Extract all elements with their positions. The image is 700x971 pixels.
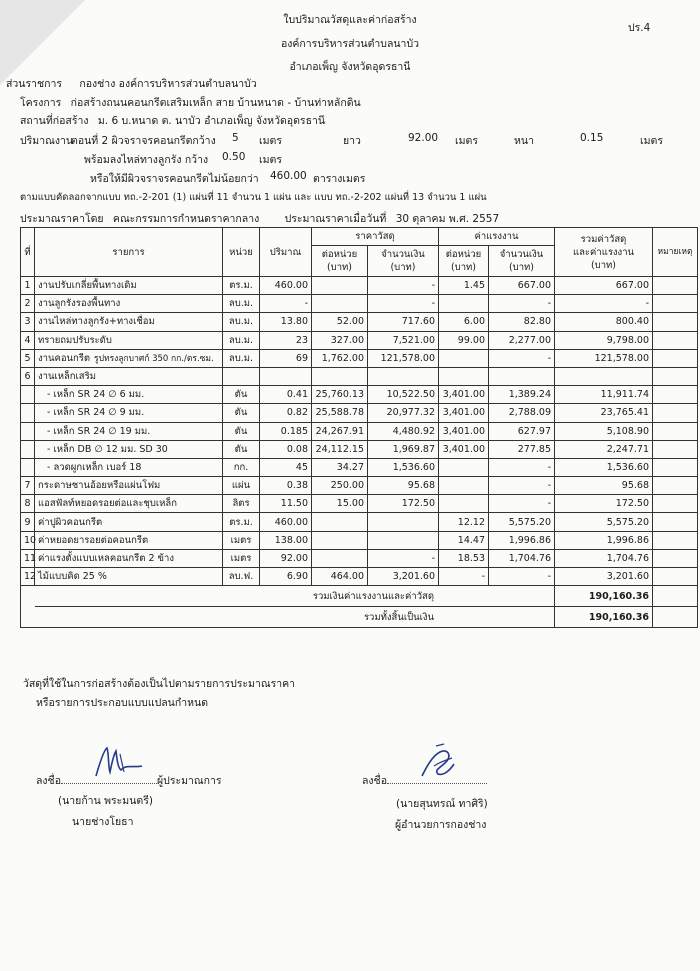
header-item: รายการ xyxy=(35,228,223,277)
row-remark xyxy=(653,313,698,331)
item-unit: ลบ.ม. xyxy=(223,349,260,367)
material-unit-price: 327.00 xyxy=(312,331,368,349)
item-description: แอสฟัลท์หยอดรอยต่อและชุบเหล็ก xyxy=(35,495,223,513)
item-quantity: 460.00 xyxy=(260,277,312,295)
item-unit: ลบ.ม. xyxy=(223,331,260,349)
sum-label: รวมเงินค่าแรงงานและค่าวัสดุ xyxy=(35,586,555,607)
estimator-label: ประมาณราคาโดย xyxy=(20,213,104,225)
header-labor-unit xyxy=(439,246,489,277)
labor-amount: 2,277.00 xyxy=(489,331,555,349)
material-amount: 1,969.87 xyxy=(368,440,439,458)
boq-body xyxy=(21,277,698,586)
item-unit: ตัน xyxy=(223,440,260,458)
material-amount: 7,521.00 xyxy=(368,331,439,349)
row-remark xyxy=(653,404,698,422)
material-unit-price xyxy=(312,531,368,549)
site-label: สถานที่ก่อสร้าง xyxy=(20,115,89,127)
row-total: 9,798.00 xyxy=(555,331,653,349)
header-total-line1: รวมค่าวัสดุ xyxy=(580,233,627,245)
left-sign-label: ลงชื่อ xyxy=(36,775,61,787)
table-row xyxy=(21,477,698,495)
row-total: 1,704.76 xyxy=(555,549,653,567)
row-total: 800.40 xyxy=(555,313,653,331)
labor-unit-price xyxy=(439,295,489,313)
row-number xyxy=(21,422,35,440)
row-remark xyxy=(653,331,698,349)
sum-row xyxy=(21,586,698,607)
row-number: 8 xyxy=(21,495,35,513)
labor-unit-price: 14.47 xyxy=(439,531,489,549)
baht-label: (บาท) xyxy=(390,262,416,273)
form-number: ปร.4 xyxy=(628,22,651,34)
material-unit-price: 25,760.13 xyxy=(312,386,368,404)
material-unit-price: 1,762.00 xyxy=(312,349,368,367)
item-quantity xyxy=(260,367,312,385)
header-material-amount xyxy=(368,246,439,277)
labor-unit-price: 1.45 xyxy=(439,277,489,295)
material-unit-price xyxy=(312,513,368,531)
item-description: ค่าแรงตั้งแบบเหลคอนกรีต 2 ข้าง xyxy=(35,549,223,567)
labor-unit-price: 3,401.00 xyxy=(439,404,489,422)
item-description: ค่าปูผิวคอนกรีต xyxy=(35,513,223,531)
row-total: 1,996.86 xyxy=(555,531,653,549)
material-amount: 10,522.50 xyxy=(368,386,439,404)
material-unit-price: 24,112.15 xyxy=(312,440,368,458)
header-total-unit: (บาท) xyxy=(590,259,617,271)
item-unit: กก. xyxy=(223,458,260,476)
item-unit: ลบ.ม. xyxy=(223,295,260,313)
design-reference: ตามแบบคัดลอกจากแบบ ทถ.-2-201 (1) แผ่นที่ 11 จำนวน 1 แผ่น และ แบบ ทถ.-2-202 แผ่นที่ 13 จำนวน 1 แผ่น xyxy=(20,192,487,203)
item-quantity: 138.00 xyxy=(260,531,312,549)
header-total-line2: และค่าแรงงาน xyxy=(572,246,635,258)
row-remark xyxy=(653,568,698,586)
per-unit-label: ต่อหน่วย xyxy=(445,249,482,260)
material-unit-price: 24,267.91 xyxy=(312,422,368,440)
row-number xyxy=(21,386,35,404)
labor-unit-price: 6.00 xyxy=(439,313,489,331)
road-length: 92.00 xyxy=(408,132,439,144)
header-material: ราคาวัสดุ xyxy=(312,228,439,246)
road-width: 5 xyxy=(232,132,239,144)
labor-amount: - xyxy=(489,295,555,313)
item-quantity: 6.90 xyxy=(260,568,312,586)
qty-text: ตอนที่ 2 ผิวจราจรคอนกรีตกว้าง xyxy=(71,135,216,147)
item-description: ค่าหยอดยารอยต่อคอนกรีต xyxy=(35,531,223,549)
item-unit: ลบ.ม. xyxy=(223,313,260,331)
item-description: - ลวดผูกเหล็ก เบอร์ 18 xyxy=(35,458,223,476)
row-remark xyxy=(653,277,698,295)
table-row xyxy=(21,531,698,549)
table-row xyxy=(21,331,698,349)
material-unit-price: 34.27 xyxy=(312,458,368,476)
table-row xyxy=(21,367,698,385)
header-labor: ค่าแรงงาน xyxy=(439,228,555,246)
item-description: ไม้แบบคิด 25 % xyxy=(35,568,223,586)
item-description: - เหล็ก SR 24 ∅ 19 มม. xyxy=(35,422,223,440)
header-material-unit xyxy=(312,246,368,277)
amount-label: จำนวนเงิน xyxy=(499,249,544,260)
material-amount: - xyxy=(368,549,439,567)
row-number: 2 xyxy=(21,295,35,313)
row-number: 10 xyxy=(21,531,35,549)
left-signature-mark xyxy=(90,742,160,784)
row-number: 1 xyxy=(21,277,35,295)
road-thickness: 0.15 xyxy=(580,132,604,144)
item-description-text: งานคอนกรีต xyxy=(38,352,91,364)
boq-table xyxy=(20,227,698,628)
item-unit: เมตร xyxy=(223,549,260,567)
item-description: ทรายถมปรับระดับ xyxy=(35,331,223,349)
material-amount: 20,977.32 xyxy=(368,404,439,422)
labor-unit-price: - xyxy=(439,568,489,586)
item-unit: ลบ.ฟ. xyxy=(223,568,260,586)
item-description: - เหล็ก SR 24 ∅ 6 มม. xyxy=(35,386,223,404)
material-amount: 95.68 xyxy=(368,477,439,495)
doc-location: อำเภอเพ็ญ จังหวัดอุดรธานี xyxy=(289,61,411,73)
per-unit-label: ต่อหน่วย xyxy=(321,249,358,260)
table-row xyxy=(21,422,698,440)
material-amount: 172.50 xyxy=(368,495,439,513)
header-remark: หมายเหตุ xyxy=(653,228,698,277)
row-number xyxy=(21,404,35,422)
note-line-2: หรือรายการประกอบแบบแปลนกำหนด xyxy=(36,697,209,709)
grand-total-label: รวมทั้งสิ้นเป็นเงิน xyxy=(35,607,555,628)
shoulder-width: 0.50 xyxy=(222,151,246,163)
material-amount: 4,480.92 xyxy=(368,422,439,440)
item-quantity: 13.80 xyxy=(260,313,312,331)
labor-unit-price xyxy=(439,367,489,385)
material-amount: - xyxy=(368,277,439,295)
header-no: ที่ xyxy=(21,228,35,277)
qty-label: ปริมาณงาน xyxy=(20,135,74,147)
item-quantity: 460.00 xyxy=(260,513,312,531)
table-row xyxy=(21,404,698,422)
right-signer-title: ผู้อำนวยการกองช่าง xyxy=(395,819,487,831)
table-row xyxy=(21,549,698,567)
item-quantity: 45 xyxy=(260,458,312,476)
row-remark xyxy=(653,440,698,458)
item-quantity: 23 xyxy=(260,331,312,349)
table-row xyxy=(21,277,698,295)
grand-total-row xyxy=(21,607,698,628)
row-number: 9 xyxy=(21,513,35,531)
project-value: ก่อสร้างถนนคอนกรีตเสริมเหล็ก สาย บ้านหนาด - บ้านท่าหลักดิน xyxy=(70,97,361,109)
doc-org: องค์การบริหารส่วนตำบลนาบัว xyxy=(280,38,420,50)
row-number: 3 xyxy=(21,313,35,331)
row-total: 121,578.00 xyxy=(555,349,653,367)
amount-label: จำนวนเงิน xyxy=(381,249,425,260)
header-labor-amount xyxy=(489,246,555,277)
labor-unit-price: 99.00 xyxy=(439,331,489,349)
row-number: 4 xyxy=(21,331,35,349)
estimator-line xyxy=(20,210,499,227)
agency-label: ส่วนราชการ xyxy=(6,78,63,90)
note-line-1: วัสดุที่ใช้ในการก่อสร้างต้องเป็นไปตามรายการประมาณราคา xyxy=(23,678,296,690)
row-number xyxy=(21,458,35,476)
material-unit-price: 52.00 xyxy=(312,313,368,331)
grand-total-value: 190,160.36 xyxy=(555,607,653,628)
left-signer-name: (นายก้าน พระมนตรี) xyxy=(58,795,153,807)
row-total: 23,765.41 xyxy=(555,404,653,422)
item-description: งานลูกรังรองพื้นทาง xyxy=(35,295,223,313)
table-row xyxy=(21,349,698,367)
item-unit: ตัน xyxy=(223,404,260,422)
row-total: 667.00 xyxy=(555,277,653,295)
labor-amount: - xyxy=(489,477,555,495)
labor-amount: 5,575.20 xyxy=(489,513,555,531)
row-number xyxy=(21,440,35,458)
labor-unit-price xyxy=(439,495,489,513)
labor-unit-price xyxy=(439,477,489,495)
row-number: 6 xyxy=(21,367,35,385)
row-number: 7 xyxy=(21,477,35,495)
row-remark xyxy=(653,549,698,567)
material-amount: 717.60 xyxy=(368,313,439,331)
item-quantity: 0.185 xyxy=(260,422,312,440)
thick-unit: เมตร xyxy=(640,135,663,147)
width-unit: เมตร xyxy=(259,135,282,147)
labor-amount: 2,788.09 xyxy=(489,404,555,422)
sum-value: 190,160.36 xyxy=(555,586,653,607)
row-remark xyxy=(653,295,698,313)
material-unit-price xyxy=(312,277,368,295)
length-unit: เมตร xyxy=(455,135,478,147)
baht-label: (บาท) xyxy=(508,262,535,273)
item-unit: ตร.ม. xyxy=(223,513,260,531)
area-unit: ตารางเมตร xyxy=(313,173,366,185)
labor-unit-price: 3,401.00 xyxy=(439,422,489,440)
row-remark xyxy=(653,477,698,495)
material-unit-price: 15.00 xyxy=(312,495,368,513)
item-description: งานไหล่ทางลูกรัง+ทางเชื่อม xyxy=(35,313,223,331)
thick-label: หนา xyxy=(514,135,534,147)
labor-amount: 627.97 xyxy=(489,422,555,440)
row-total: 5,575.20 xyxy=(555,513,653,531)
material-amount xyxy=(368,367,439,385)
labor-amount: 82.80 xyxy=(489,313,555,331)
item-quantity: - xyxy=(260,295,312,313)
labor-amount: 277.85 xyxy=(489,440,555,458)
row-remark xyxy=(653,422,698,440)
labor-unit-price: 12.12 xyxy=(439,513,489,531)
project-label: โครงการ xyxy=(20,97,62,109)
length-label: ยาว xyxy=(343,135,361,147)
material-unit-price: 25,588.78 xyxy=(312,404,368,422)
labor-unit-price: 3,401.00 xyxy=(439,386,489,404)
labor-amount: - xyxy=(489,458,555,476)
row-total: 3,201.60 xyxy=(555,568,653,586)
right-sign-label: ลงชื่อ xyxy=(362,775,387,787)
labor-unit-price xyxy=(439,349,489,367)
item-description: งานปรับเกลี่ยพื้นทางเดิม xyxy=(35,277,223,295)
item-description-note: รูปทรงลูกบาศก์ 350 กก./ตร.ซม. xyxy=(94,353,214,364)
item-quantity: 69 xyxy=(260,349,312,367)
row-total: 2,247.71 xyxy=(555,440,653,458)
row-remark xyxy=(653,386,698,404)
estimate-date-label: ประมาณราคาเมื่อวันที่ xyxy=(284,213,387,225)
material-amount: 3,201.60 xyxy=(368,568,439,586)
site-value: ม. 6 บ.หนาด ต. นาบัว อำเภอเพ็ญ จังหวัดอุดรธานี xyxy=(97,115,326,127)
material-amount: 121,578.00 xyxy=(368,349,439,367)
shoulder-text: พร้อมลงไหล่ทางลูกรัง กว้าง xyxy=(84,154,209,166)
labor-amount: 1,389.24 xyxy=(489,386,555,404)
row-remark xyxy=(653,531,698,549)
item-quantity: 11.50 xyxy=(260,495,312,513)
row-total: 5,108.90 xyxy=(555,422,653,440)
material-amount xyxy=(368,531,439,549)
row-total: 95.68 xyxy=(555,477,653,495)
material-unit-price xyxy=(312,295,368,313)
estimate-date: 30 ตุลาคม พ.ศ. 2557 xyxy=(395,213,500,225)
row-number: 12 xyxy=(21,568,35,586)
table-row xyxy=(21,568,698,586)
header-total xyxy=(555,228,653,277)
left-signer-title: นายช่างโยธา xyxy=(72,816,134,828)
table-row xyxy=(21,513,698,531)
item-quantity: 0.38 xyxy=(260,477,312,495)
item-unit: ตัน xyxy=(223,422,260,440)
row-remark xyxy=(653,458,698,476)
doc-title: ใบปริมาณวัสดุและค่าก่อสร้าง xyxy=(283,14,417,26)
item-unit xyxy=(223,367,260,385)
shoulder-unit: เมตร xyxy=(259,154,282,166)
area-text: หรือให้มีผิวจราจรคอนกรีตไม่น้อยกว่า xyxy=(90,173,259,185)
header-unit: หน่วย xyxy=(223,228,260,277)
agency-value: กองช่าง องค์การบริหารส่วนตำบลนาบัว xyxy=(79,78,257,90)
labor-amount: 667.00 xyxy=(489,277,555,295)
labor-amount: - xyxy=(489,349,555,367)
item-unit: ตร.ม. xyxy=(223,277,260,295)
item-description: งานเหล็กเสริม xyxy=(35,367,223,385)
material-unit-price xyxy=(312,549,368,567)
labor-unit-price: 18.53 xyxy=(439,549,489,567)
table-row xyxy=(21,458,698,476)
material-unit-price xyxy=(312,367,368,385)
item-description: กระดาษชานอ้อยหรือแผ่นโฟม xyxy=(35,477,223,495)
header-qty: ปริมาณ xyxy=(260,228,312,277)
row-total xyxy=(555,367,653,385)
item-description: - เหล็ก SR 24 ∅ 9 มม. xyxy=(35,404,223,422)
material-amount xyxy=(368,513,439,531)
labor-amount: 1,704.76 xyxy=(489,549,555,567)
row-total: 1,536.60 xyxy=(555,458,653,476)
row-number: 5 xyxy=(21,349,35,367)
material-unit-price: 464.00 xyxy=(312,568,368,586)
item-unit: ลิตร xyxy=(223,495,260,513)
item-unit: ตัน xyxy=(223,386,260,404)
agency-line xyxy=(6,75,257,92)
item-unit: เมตร xyxy=(223,531,260,549)
row-remark xyxy=(653,513,698,531)
row-total: 172.50 xyxy=(555,495,653,513)
site-line xyxy=(20,112,325,129)
labor-amount: - xyxy=(489,568,555,586)
table-row xyxy=(21,313,698,331)
item-description: - เหล็ก DB ∅ 12 มม. SD 30 xyxy=(35,440,223,458)
item-quantity: 0.08 xyxy=(260,440,312,458)
row-remark xyxy=(653,349,698,367)
item-quantity: 92.00 xyxy=(260,549,312,567)
row-remark xyxy=(653,367,698,385)
table-row xyxy=(21,440,698,458)
table-row xyxy=(21,386,698,404)
baht-label: (บาท) xyxy=(326,262,353,273)
left-role: ผู้ประมาณการ xyxy=(157,775,222,787)
right-signer-name: (นายสุนทรณ์ ทาศิริ) xyxy=(396,798,488,810)
labor-amount xyxy=(489,367,555,385)
table-row xyxy=(21,495,698,513)
item-quantity: 0.82 xyxy=(260,404,312,422)
area-value: 460.00 xyxy=(270,170,307,182)
labor-amount: - xyxy=(489,495,555,513)
material-amount: 1,536.60 xyxy=(368,458,439,476)
labor-unit-price xyxy=(439,458,489,476)
right-signature-mark xyxy=(412,740,474,786)
labor-amount: 1,996.86 xyxy=(489,531,555,549)
table-row xyxy=(21,295,698,313)
row-number: 11 xyxy=(21,549,35,567)
baht-label: (บาท) xyxy=(450,262,477,273)
material-unit-price: 250.00 xyxy=(312,477,368,495)
labor-unit-price: 3,401.00 xyxy=(439,440,489,458)
item-description xyxy=(35,349,223,367)
item-quantity: 0.41 xyxy=(260,386,312,404)
project-line xyxy=(20,94,361,111)
row-total: - xyxy=(555,295,653,313)
estimator-value: คณะกรรมการกำหนดราคากลาง xyxy=(112,213,260,225)
row-remark xyxy=(653,495,698,513)
item-unit: แผ่น xyxy=(223,477,260,495)
row-total: 11,911.74 xyxy=(555,386,653,404)
material-amount: - xyxy=(368,295,439,313)
